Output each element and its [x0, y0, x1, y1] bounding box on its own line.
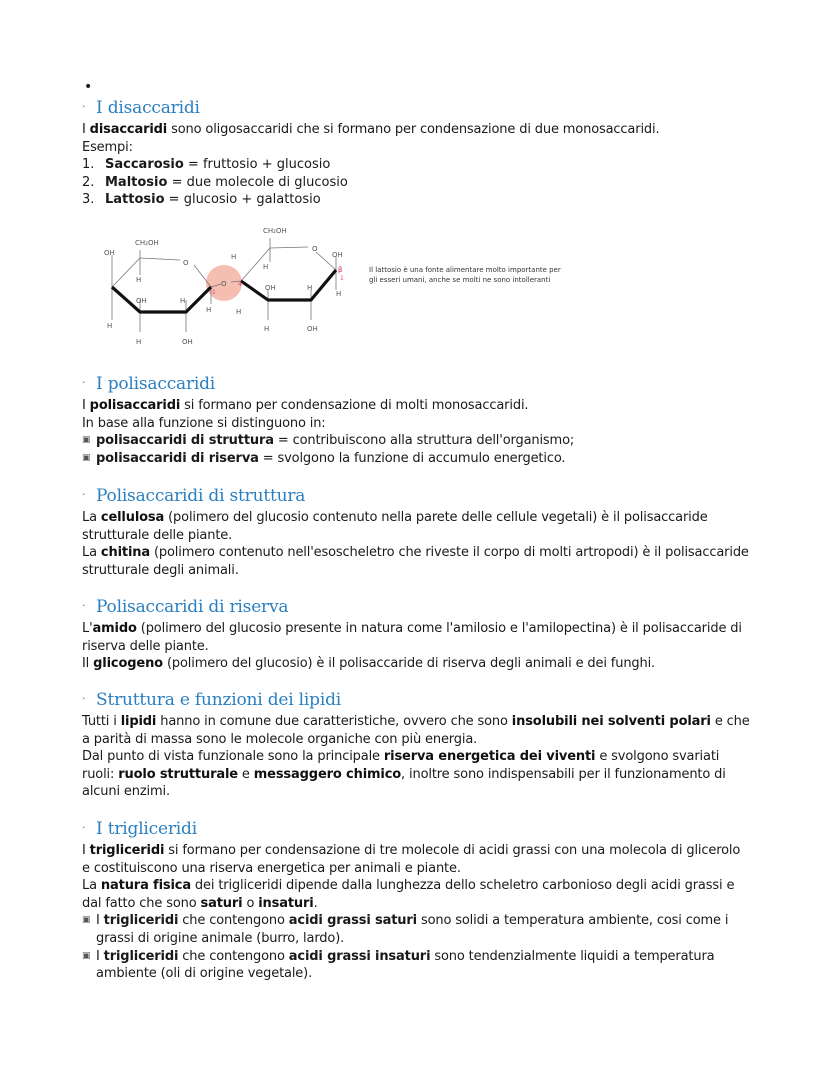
bullet-dot-icon: · — [82, 488, 86, 501]
svg-text:H: H — [107, 322, 113, 330]
examples-label: Esempi: — [82, 139, 133, 155]
section-polisaccaridi — [82, 372, 752, 467]
list-item: ▣ I trigliceridi che contengono acidi grassi saturi sono solidi a temperatura ambiente, cosi come i grassi di origine animale (burro, lardo). — [82, 913, 729, 946]
bullet-dot-icon: · — [82, 599, 86, 612]
polisaccaridi-intro: I polisaccaridi si formano per condensazione di molti monosaccaridi. — [82, 398, 529, 413]
section-lipidi — [82, 688, 752, 801]
bullet-dot-icon: · — [82, 692, 86, 705]
heading-disaccaridi: · I disaccaridi — [82, 98, 200, 118]
list-item: 1. Saccarosio = fruttosio + glucosio — [82, 157, 331, 173]
diagram-caption: Il lattosio è una fonte alimentare molto importante per gli esseri umani, anche se molti ne sono intolleranti — [369, 266, 561, 284]
section-disaccaridi — [82, 96, 752, 209]
trigliceridi-list — [82, 912, 752, 982]
svg-text:H: H — [263, 263, 269, 271]
disaccaridi-intro: I disaccaridi sono oligosaccaridi che si formano per condensazione di due monosaccaridi. — [82, 122, 660, 137]
lipidi-p1: Tutti i lipidi hanno in comune due caratteristiche, ovvero che sono insolubili nei solventi polari e che a parità di massa sono le molecole organiche con più energia. — [82, 714, 750, 747]
list-item: ▣ polisaccaridi di riserva = svolgono la funzione di accumulo energetico. — [82, 450, 566, 466]
svg-text:O: O — [221, 280, 227, 288]
svg-text:H: H — [264, 325, 270, 333]
square-bullet-icon: ▣ — [82, 435, 91, 446]
riserva-p1: L'amido (polimero del glucosio presente in natura come l'amilosio e l'amilopectina) è il polisaccaride di riserva delle piante. — [82, 621, 742, 654]
svg-text:OH: OH — [182, 338, 193, 346]
list-item: 2. Maltosio = due molecole di glucosio — [82, 174, 348, 190]
svg-text:OH: OH — [307, 325, 318, 333]
svg-text:O: O — [183, 259, 189, 267]
heading-polisaccaridi: · I polisaccaridi — [82, 374, 216, 394]
bullet-dot-icon: · — [82, 376, 86, 389]
svg-text:CH₂OH: CH₂OH — [263, 227, 287, 235]
struttura-p1: La cellulosa (polimero del glucosio contenuto nella parete delle cellule vegetali) è il polisaccaride strutturale delle piante. — [82, 510, 708, 543]
svg-text:H: H — [180, 297, 186, 305]
heading-lipidi: · Struttura e funzioni dei lipidi — [82, 690, 341, 710]
square-bullet-icon: ▣ — [82, 950, 91, 961]
svg-text:H: H — [136, 276, 142, 284]
svg-text:OH: OH — [265, 284, 276, 292]
riserva-p2: Il glicogeno (polimero del glucosio) è il polisaccaride di riserva degli animali e dei funghi. — [82, 656, 656, 672]
lipidi-p2: Dal punto di vista funzionale sono la principale riserva energetica dei viventi e svolgono svariati ruoli: ruolo strutturale e messaggero chimico, inoltre sono indispensabili per il funzionamento di alcuni enzimi. — [82, 749, 726, 800]
list-item: ▣ I trigliceridi che contengono acidi grassi insaturi sono tendenzialmente liquidi a temperatura ambiente (oli di origine vegetale). — [82, 948, 715, 982]
polisaccaridi-list — [82, 432, 752, 467]
svg-text:H: H — [336, 290, 342, 298]
square-bullet-icon: ▣ — [82, 915, 91, 926]
svg-text:β: β — [338, 266, 343, 274]
bullet-dot-icon: · — [82, 821, 86, 834]
list-item: 3. Lattosio = glucosio + galattosio — [82, 192, 321, 208]
examples-list — [82, 156, 752, 209]
lactose-structure-diagram — [90, 220, 370, 355]
heading-struttura: · Polisaccaridi di struttura — [82, 486, 306, 506]
trigliceridi-p1: I trigliceridi si formano per condensazione di tre molecole di acidi grassi con una molecola di glicerolo e costituiscono una riserva energetica per animali e piante. — [82, 843, 741, 876]
svg-text:H: H — [136, 338, 142, 346]
bullet-dot-icon: · — [82, 100, 86, 113]
svg-text:CH₂OH: CH₂OH — [135, 239, 159, 247]
svg-text:1: 1 — [340, 275, 344, 282]
list-item: ▣ polisaccaridi di struttura = contribuiscono alla struttura dell'organismo; — [82, 433, 575, 449]
heading-trigliceridi: · I trigliceridi — [82, 819, 197, 839]
trigliceridi-p2: La natura fisica dei trigliceridi dipende dalla lunghezza dello scheletro carbonioso degli acidi grassi e dal fatto che sono saturi o insaturi. — [82, 878, 735, 911]
svg-text:H: H — [307, 284, 313, 292]
heading-riserva: · Polisaccaridi di riserva — [82, 597, 289, 617]
svg-text:4: 4 — [238, 281, 242, 288]
svg-text:H: H — [231, 253, 237, 261]
svg-text:H: H — [206, 306, 212, 314]
struttura-p2: La chitina (polimero contenuto nell'esoscheletro che riveste il corpo di molti artropodi) è il polisaccaride strutturale degli animali. — [82, 545, 749, 578]
svg-text:OH: OH — [136, 297, 147, 305]
svg-text:OH: OH — [332, 251, 343, 259]
svg-text:OH: OH — [104, 249, 115, 257]
svg-text:O: O — [312, 245, 318, 253]
empty-bullet: • — [84, 79, 93, 95]
section-struttura — [82, 484, 752, 579]
section-trigliceridi — [82, 817, 752, 983]
polisaccaridi-line2: In base alla funzione si distinguono in: — [82, 415, 326, 431]
square-bullet-icon: ▣ — [82, 452, 91, 463]
svg-text:H: H — [236, 308, 242, 316]
section-riserva — [82, 595, 752, 673]
svg-text:1: 1 — [212, 289, 216, 296]
